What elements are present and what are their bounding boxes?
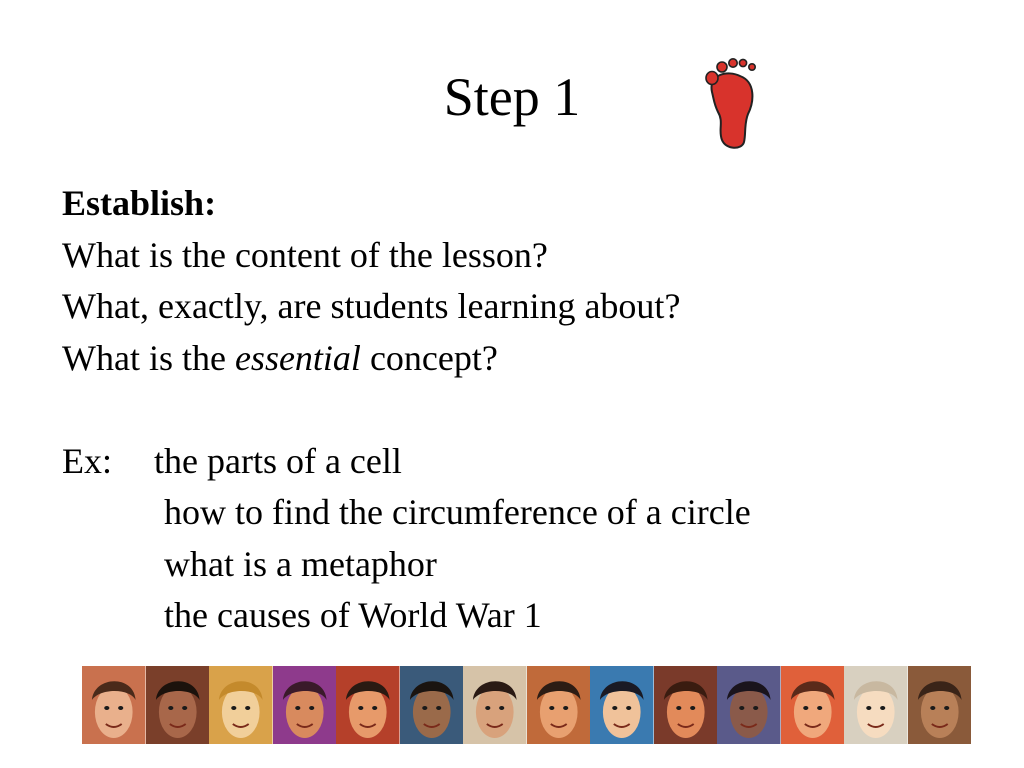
student-face-illustration	[717, 666, 781, 744]
question-essential	[62, 333, 751, 385]
student-face-illustration	[209, 666, 273, 744]
example-label: Ex:	[62, 440, 112, 481]
example-item: how to find the circumference of a circle	[164, 492, 751, 532]
student-face-illustration	[527, 666, 591, 744]
student-face-illustration	[590, 666, 654, 744]
example-item: the parts of a cell	[154, 440, 402, 481]
example-row	[62, 436, 751, 488]
question-essential-after: concept?	[360, 337, 498, 378]
student-faces-banner	[82, 666, 971, 744]
student-face-illustration	[844, 666, 908, 744]
student-face-illustration	[273, 666, 337, 744]
student-face-illustration	[82, 666, 146, 744]
example-item: what is a metaphor	[164, 543, 437, 584]
question-learning: What, exactly, are students learning about?	[62, 286, 681, 326]
student-face-illustration	[400, 666, 464, 744]
essential-emphasis: essential	[234, 337, 361, 378]
question-content: What is the content of the lesson?	[62, 234, 548, 275]
student-face-illustration	[463, 666, 527, 744]
student-face-illustration	[336, 666, 400, 744]
student-face-illustration	[908, 666, 972, 744]
slide-body	[62, 178, 751, 642]
spacer	[62, 384, 751, 436]
footprint-icon	[698, 52, 762, 152]
student-face-illustration	[146, 666, 210, 744]
slide-title: Step 1	[443, 67, 581, 127]
example-item: the causes of World War 1	[164, 595, 542, 635]
student-face-illustration	[654, 666, 718, 744]
question-essential-before: What is the	[62, 337, 235, 378]
establish-heading: Establish:	[62, 183, 217, 223]
student-face-illustration	[781, 666, 845, 744]
